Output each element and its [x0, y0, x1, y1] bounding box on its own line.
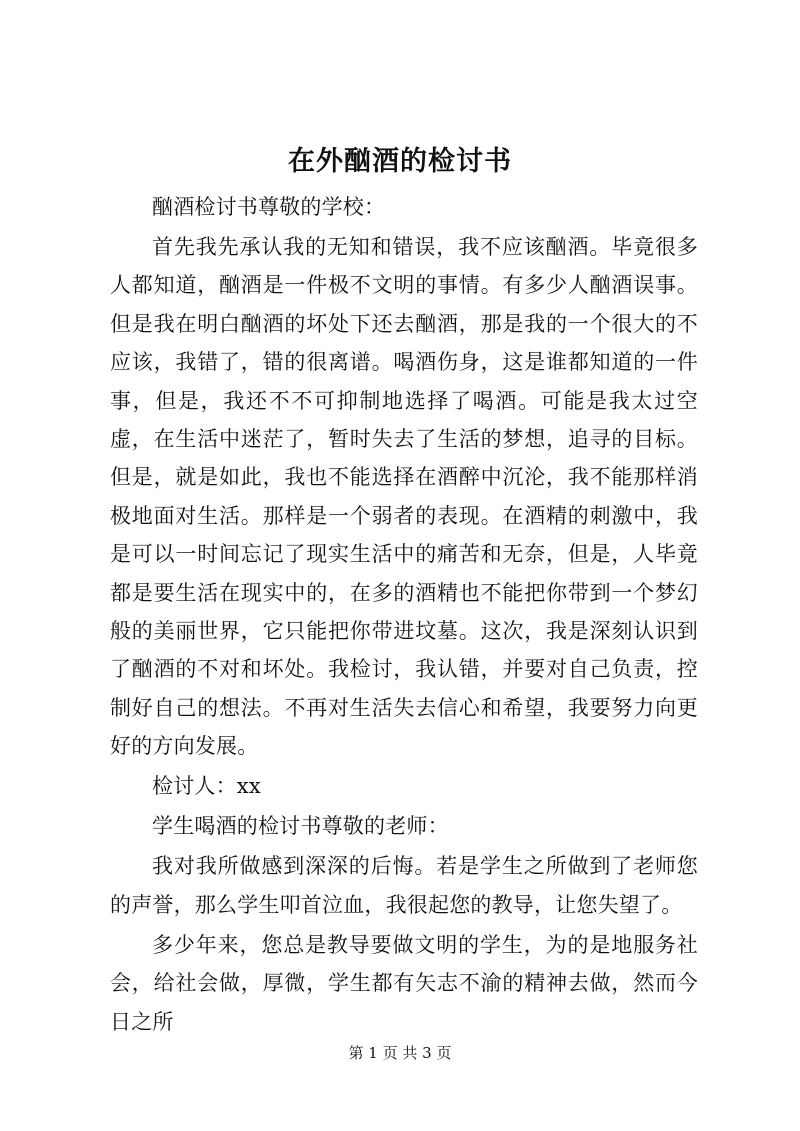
page-number-footer: 第 1 页 共 3 页	[348, 1044, 452, 1062]
paragraph-salutation-school: 酗酒检讨书尊敬的学校：	[152, 195, 386, 219]
paragraph-signature: 检讨人：xx	[152, 774, 261, 799]
paragraph-regret: 我对我所做感到深深的后悔。若是学生之所做到了老师您的声誉，那么学生叩首泣血，我很起您的教导，让您失望了。	[110, 854, 698, 917]
paragraph-confession: 首先我先承认我的无知和错误，我不应该酗酒。毕竟很多人都知道，酗酒是一件极不文明的事情。有多少人酗酒误事。但是我在明白酗酒的坏处下还去酗酒，那是我的一个很大的不应该，我错了，错的很离谱。喝酒伤身，这是谁都知道的一件事，但是，我还不不可抑制地选择了喝酒。可能是我太过空虚，在生活中迷茫了，暂时失去了生活的梦想，追寻的目标。但是，就是如此，我也不能选择在酒醉中沉沦，我不能那样消极地面对生活。那样是一个弱者的表现。在酒精的刺激中，我是可以一时间忘记了现实生活中的痛苦和无奈，但是，人毕竟都是要生活在现实中的，在多的酒精也不能把你带到一个梦幻般的美丽世界，它只能把你带进坟墓。这次，我是深刻认识到了酗酒的不对和坏处。我检讨，我认错，并要对自己负责，控制好自己的想法。不再对生活失去信心和希望，我要努力向更好的方向发展。	[110, 235, 698, 759]
document-body	[110, 188, 698, 1043]
paragraph-teaching: 多少年来，您总是教导要做文明的学生，为的是地服务社会，给社会做，厚微，学生都有矢志不渝的精神去做，然而今日之所	[110, 932, 698, 1034]
paragraph-salutation-teacher: 学生喝酒的检讨书尊敬的老师：	[152, 814, 449, 839]
document-title: 在外酗酒的检讨书	[288, 146, 512, 177]
